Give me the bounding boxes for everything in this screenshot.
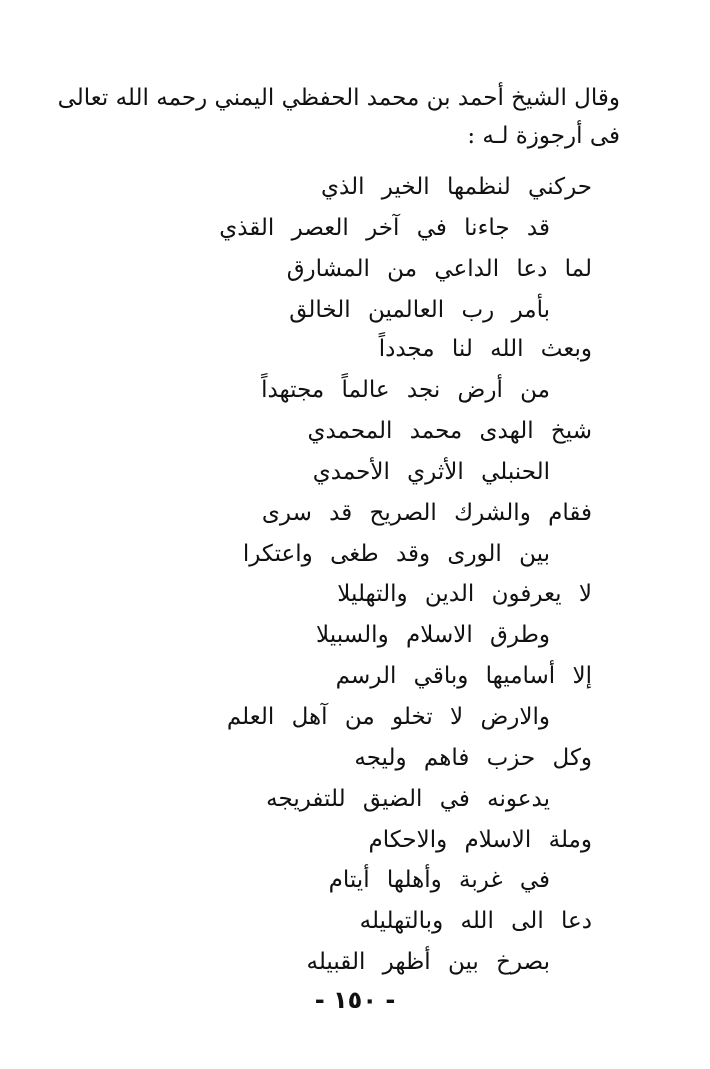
verse-line: وطرق الاسلام والسبيلا bbox=[316, 622, 550, 648]
verse-line: قد جاءنا في آخر العصر القذي bbox=[219, 215, 550, 241]
verse-line: إلا أساميها وباقي الرسم bbox=[335, 663, 592, 689]
verse-line: في غربة وأهلها أيتام bbox=[328, 867, 550, 893]
verse-line: الحنبلي الأثري الأحمدي bbox=[312, 459, 550, 485]
verse-line: بأمر رب العالمين الخالق bbox=[289, 297, 550, 323]
verse-line: يدعونه في الضيق للتفريجه bbox=[266, 786, 550, 812]
verse-line: دعا الى الله وبالتهليله bbox=[359, 908, 592, 934]
verse-line: فقام والشرك الصريح قد سرى bbox=[261, 500, 592, 526]
verse-line: بصرخ بين أظهر القبيله bbox=[306, 949, 550, 975]
verse-line: وبعث الله لنا مجدداً bbox=[378, 336, 592, 362]
verse-line: وملة الاسلام والاحكام bbox=[368, 827, 592, 853]
verse-line: لما دعا الداعي من المشارق bbox=[286, 256, 592, 282]
verse-line: حركني لنظمها الخير الذي bbox=[321, 174, 592, 200]
verse-line: شيخ الهدى محمد المحمدي bbox=[307, 418, 592, 444]
intro-line-1: وقال الشيخ أحمد بن محمد الحفظي اليمني رحمه الله تعالى bbox=[57, 85, 620, 111]
verse-line: وكل حزب فاهم وليجه bbox=[354, 745, 592, 771]
page-number: - ١٥٠ - bbox=[314, 986, 396, 1014]
verse-line: بين الورى وقد طغى واعتكرا bbox=[242, 541, 550, 567]
verse-line: والارض لا تخلو من آهل العلم bbox=[226, 704, 550, 730]
intro-line-2: فى أرجوزة لـه : bbox=[467, 123, 620, 149]
verse-line: من أرض نجد عالماً مجتهداً bbox=[261, 377, 550, 403]
verse-line: لا يعرفون الدين والتهليلا bbox=[337, 581, 592, 607]
